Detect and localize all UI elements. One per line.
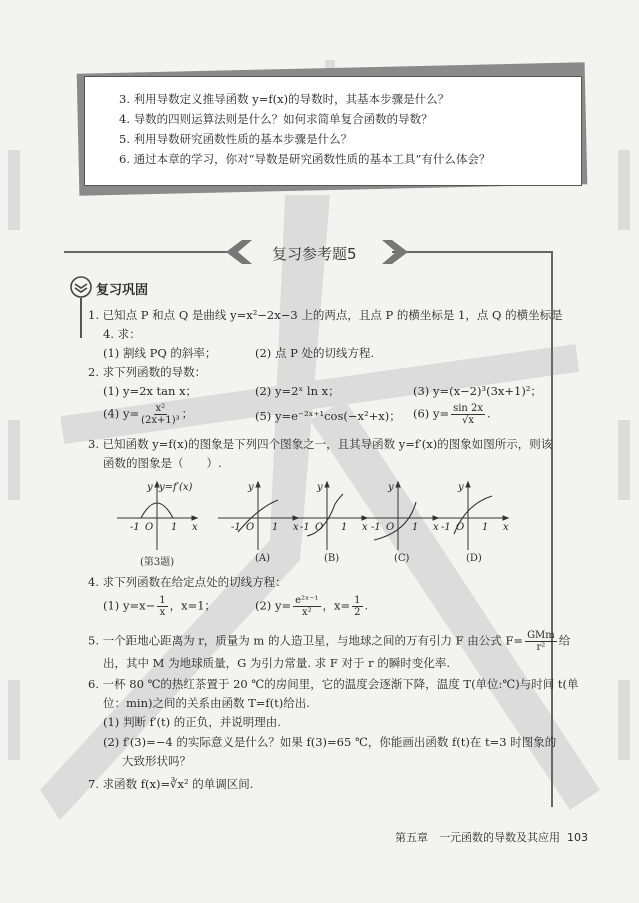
denominator: √x (462, 415, 475, 426)
origin-label: O (386, 522, 395, 533)
numerator: 1 (354, 595, 361, 606)
function-curve (374, 502, 419, 540)
caption-q3: (第3题) (140, 557, 175, 568)
caption-a: (A) (255, 553, 271, 564)
caption-c: (C) (394, 553, 410, 564)
numerator: 1 (159, 595, 166, 606)
tick-label-neg1: -1 (371, 522, 381, 533)
tick-label-1: 1 (482, 522, 489, 533)
origin-label: O (246, 522, 255, 533)
q3-line2: 函数的图象是（ ）. (103, 456, 222, 470)
numerator: sin 2x (453, 403, 484, 414)
q2-part1: (1) y=2x tan x； (103, 384, 198, 398)
q4-part1-label: (1) y=x− (103, 598, 156, 613)
q2-part6-label: (6) y= (413, 406, 450, 421)
y-axis-label: y (317, 482, 323, 493)
punct: . (487, 406, 491, 421)
q4-part2 (255, 595, 368, 618)
arrow-icon (256, 482, 260, 487)
x-axis-label: x (293, 522, 299, 533)
subsection-title: 复习巩固 (96, 283, 149, 298)
q2-part3: (3) y=(x−2)³(3x+1)²； (413, 384, 542, 398)
q2-part4-label: (4) y= (103, 406, 140, 421)
header-rule-left (64, 251, 228, 253)
tick-label-1: 1 (272, 522, 279, 533)
denominator: r² (536, 642, 546, 653)
q1-part1: (1) 割线 PQ 的斜率； (103, 346, 217, 360)
right-border-rule (551, 251, 553, 807)
q6-line1: 6. 一杯 80 ℃的热红茶置于 20 ℃的房间里，它的温度会逐渐下降，温度 T(单位:℃)与时间 t(单 (88, 677, 579, 691)
q1-part2: (2) 点 P 处的切线方程. (255, 346, 375, 360)
q6-line2: 位：min)之间的关系由函数 T=f(t)给出. (103, 696, 310, 710)
arrow-icon (503, 516, 508, 520)
q2-part4 (103, 403, 193, 426)
y-axis-label: y (388, 482, 394, 493)
graph-derivative (112, 478, 202, 553)
numerator: e²ˣ⁻¹ (295, 595, 319, 606)
numerator: GMm (527, 630, 555, 641)
origin-label: O (145, 522, 154, 533)
origin-label: O (315, 522, 324, 533)
section-rule (80, 298, 82, 338)
tick-label-1: 1 (412, 522, 419, 533)
denominator: x (159, 607, 166, 618)
layers-icon (70, 276, 92, 298)
function-label: y=f′(x) (159, 482, 193, 493)
tick-label-neg1: -1 (300, 522, 310, 533)
x-axis-label: x (503, 522, 509, 533)
tick-label-neg1: -1 (441, 522, 451, 533)
x-axis-label: x (362, 522, 368, 533)
q4-part1 (103, 595, 216, 618)
q7: 7. 求函数 f(x)=∛x² 的单调区间. (88, 777, 254, 791)
tick-label-neg1: -1 (231, 522, 241, 533)
q3-line1: 3. 已知函数 y=f(x)的图象是下列四个图象之一，且其导函数 y=f′(x)的图象如图所示，则该 (88, 437, 553, 451)
summary-item: 5. 利用导数研究函数性质的基本步骤是什么？ (119, 132, 353, 146)
caption-b: (B) (324, 553, 340, 564)
arrow-icon (466, 482, 470, 487)
q4-stem: 4. 求下列函数在给定点处的切线方程： (88, 575, 287, 589)
q2-stem: 2. 求下列函数的导数： (88, 365, 207, 379)
q6-part2-line1: (2) f′(3)=−4 的实际意义是什么？如果 f(3)=65 ℃，你能画出函数 f(t)在 t=3 时图象的 (103, 735, 557, 749)
graph-d (423, 478, 513, 553)
denominator: (2x+1)³ (141, 415, 180, 426)
denominator: x² (301, 607, 312, 618)
q5-text: 5. 一个距地心距离为 r，质量为 m 的人造卫星，与地球之间的万有引力 F 由公式 F= (88, 633, 524, 648)
q6-part1: (1) 判断 f′(t) 的正负，并说明理由. (103, 715, 281, 729)
q6-part2-line2: 大致形状吗？ (122, 754, 191, 768)
tick-label-1: 1 (341, 522, 348, 533)
q4-part2-label: (2) y= (255, 598, 292, 613)
x-axis-label: x (192, 522, 198, 533)
punct: ； (181, 406, 194, 421)
q2-part5: (5) y=e⁻²ˣ⁺¹cos(−x²+x)； (255, 409, 401, 423)
q2-part6 (413, 403, 491, 426)
punct: ，x= (322, 598, 351, 613)
x-axis-label: x (433, 522, 439, 533)
summary-item: 6. 通过本章的学习，你对“导数是研究函数性质的基本工具”有什么体会？ (119, 152, 491, 166)
q5-text: 给 (558, 633, 571, 648)
page-footer (395, 829, 588, 845)
denominator: 2 (354, 607, 361, 618)
punct: . (364, 598, 369, 613)
caption-d: (D) (466, 553, 482, 564)
y-axis-label: y (147, 482, 153, 493)
section-title: 复习参考题5 (272, 245, 357, 263)
origin-label: O (456, 522, 465, 533)
function-curve (307, 494, 343, 536)
y-axis-label: y (458, 482, 464, 493)
y-axis-label: y (248, 482, 254, 493)
tick-label-1: 1 (171, 522, 178, 533)
summary-box (84, 76, 582, 186)
punct: ，x=1； (169, 598, 217, 613)
q5-line2: 出，其中 M 为地球质量，G 为引力常量. 求 F 对于 r 的瞬时变化率. (103, 656, 450, 670)
q1-line2: 4. 求： (103, 327, 141, 341)
summary-item: 4. 导数的四则运算法则是什么？如何求简单复合函数的导数？ (119, 112, 433, 126)
q2-part2: (2) y=2ˣ ln x； (255, 384, 340, 398)
q5-line1 (88, 630, 570, 653)
chapter-title: 第五章 一元函数的导数及其应用 (395, 831, 560, 844)
arrow-icon (325, 482, 329, 487)
tick-label-neg1: -1 (130, 522, 140, 533)
numerator: x² (155, 403, 166, 414)
summary-item: 3. 利用导数定义推导函数 y=f(x)的导数时，其基本步骤是什么？ (119, 92, 450, 106)
arrow-icon (192, 516, 197, 520)
arrow-icon (396, 482, 400, 487)
q1-line1: 1. 已知点 P 和点 Q 是曲线 y=x²−2x−3 上的两点，且点 P 的横坐标是 1，点 Q 的横坐标是 (88, 308, 563, 322)
page-number: 103 (567, 831, 588, 844)
